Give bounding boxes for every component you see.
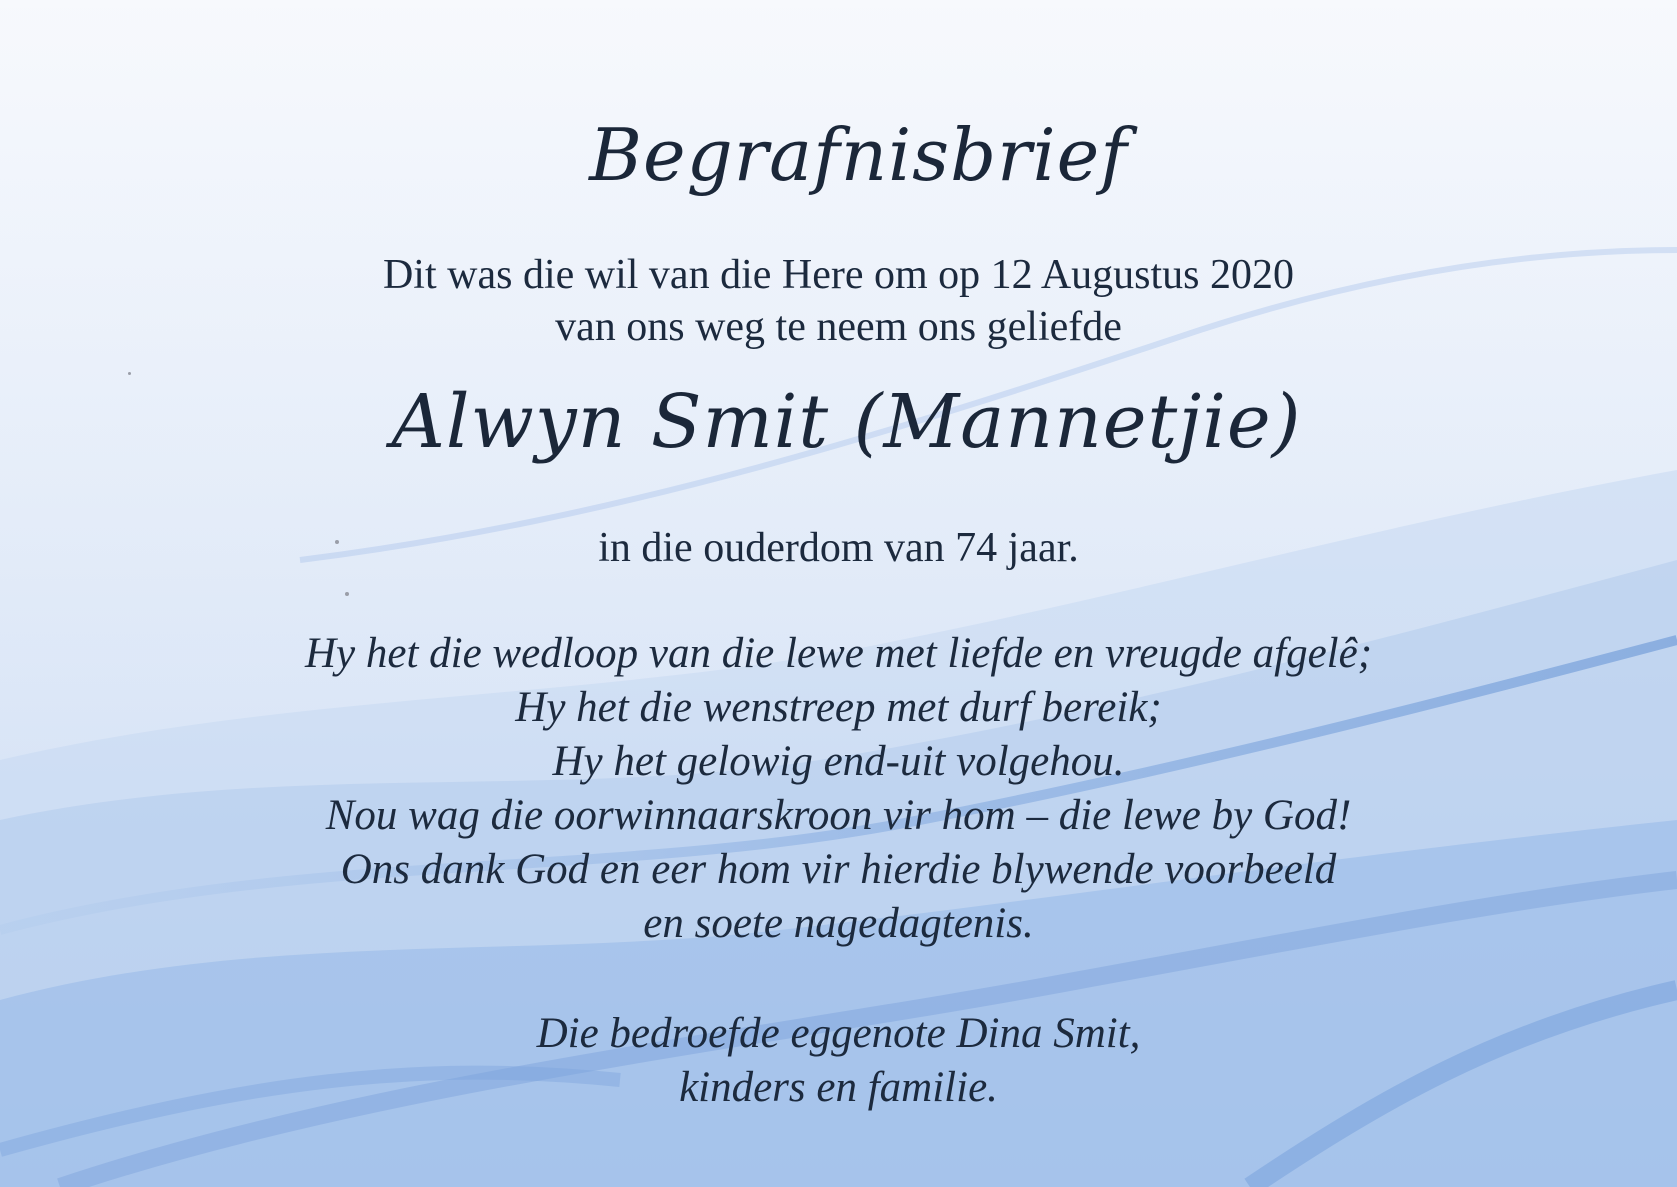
intro-line-1: Dit was die wil van die Here om op 12 Augustus 2020 — [382, 252, 1295, 298]
poem-line-6: en soete nagedagtenis. — [643, 900, 1034, 947]
poem-line-2: Hy het die wenstreep met durf bereik; — [515, 684, 1162, 731]
signature-line-1: Die bedroefde eggenote Dina Smit, — [536, 1010, 1141, 1057]
deceased-name: Alwyn Smit (Mannetjie) — [391, 379, 1302, 465]
notice-title: Begrafnisbrief — [589, 113, 1128, 197]
poem-line-3: Hy het gelowig end-uit volgehou. — [552, 738, 1125, 785]
intro-line-2: van ons weg te neem ons geliefde — [555, 304, 1122, 350]
signature-line-2: kinders en familie. — [679, 1064, 998, 1111]
poem-line-1: Hy het die wedloop van die lewe met liefde en vreugde afgelê; — [304, 630, 1373, 677]
poem-line-4: Nou wag die oorwinnaarskroon vir hom – die lewe by God! — [325, 792, 1352, 839]
age-line: in die ouderdom van 74 jaar. — [598, 525, 1079, 571]
poem-line-5: Ons dank God en eer hom vir hierdie blywende voorbeeld — [340, 846, 1337, 893]
